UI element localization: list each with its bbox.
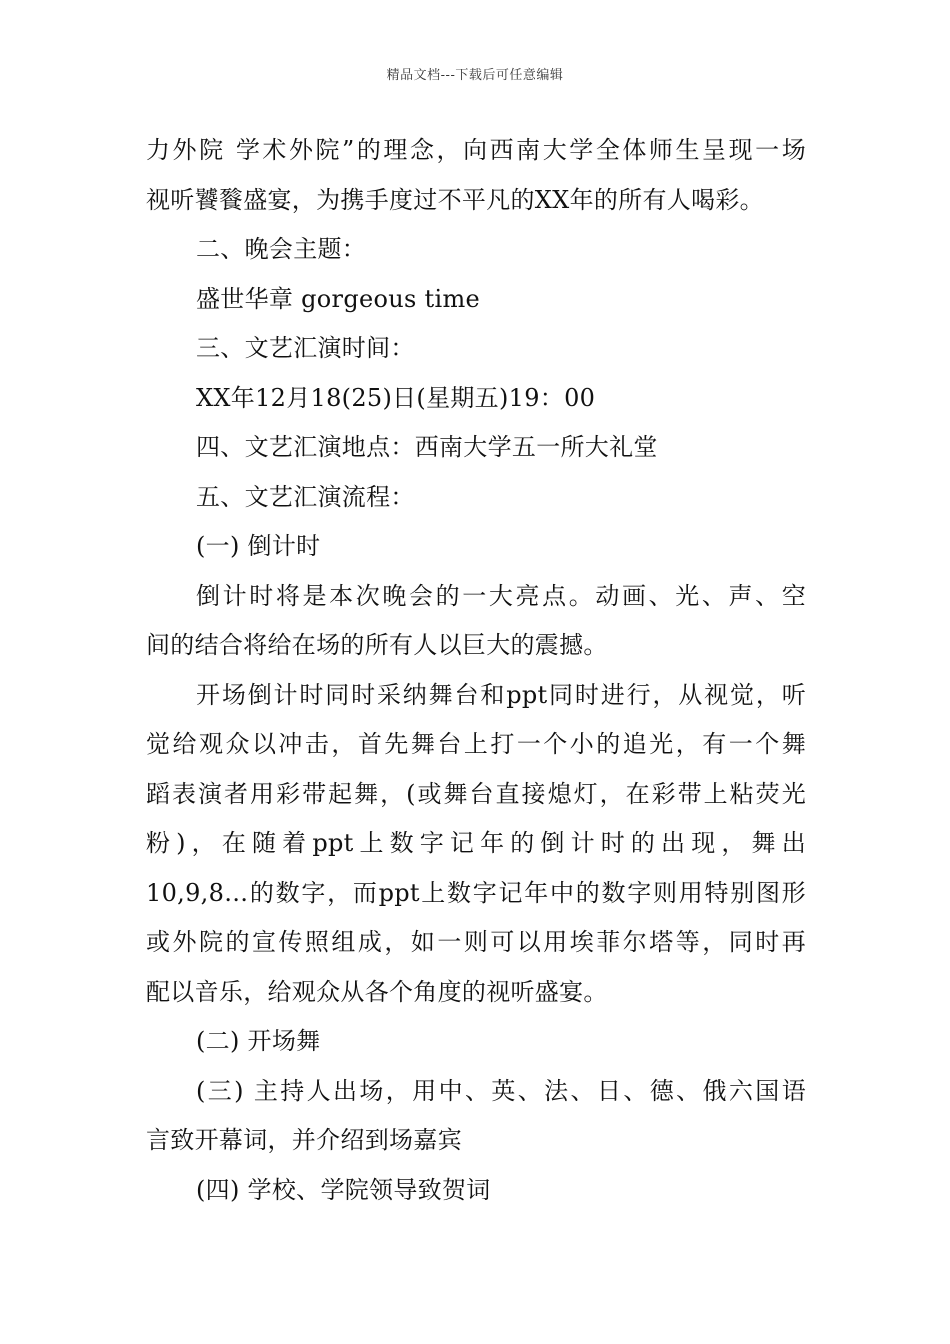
text-line: 倒计时将是本次晚会的一大亮点。动画、光、声、空 xyxy=(196,581,806,610)
text-line: 盛世华章 gorgeous time xyxy=(196,284,481,313)
text-line: 粉)，在随着ppt上数字记年的倒计时的出现，舞出 xyxy=(146,829,806,857)
flow-step-countdown xyxy=(146,522,806,572)
text-line: 10,9,8…的数字，而ppt上数字记年中的数字则用特别图形 xyxy=(146,878,806,907)
paragraph-intro xyxy=(146,126,806,225)
text-line: 蹈表演者用彩带起舞，(或舞台直接熄灯，在彩带上粘荧光 xyxy=(146,779,806,808)
paragraph-countdown-desc xyxy=(146,572,806,671)
text-line: 觉给观众以冲击，首先舞台上打一个小的追光，有一个舞 xyxy=(146,730,806,758)
section-heading-theme xyxy=(146,225,806,275)
text-line: 力外院 学术外院”的理念，向西南大学全体师生呈现一场 xyxy=(146,136,806,164)
text-line: 言致开幕词，并介绍到场嘉宾 xyxy=(146,1126,462,1154)
flow-step-opening-dance xyxy=(146,1017,806,1067)
page-header: 精品文档---下载后可任意编辑 xyxy=(386,68,564,83)
text-line: 三、文艺汇演时间： xyxy=(196,334,415,362)
text-line: (一) 倒计时 xyxy=(196,532,321,560)
text-line: 四、文艺汇演地点：西南大学五一所大礼堂 xyxy=(196,433,658,461)
text-line: (二) 开场舞 xyxy=(196,1027,321,1055)
text-line: 视听饕餮盛宴，为携手度过不平凡的XX年的所有人喝彩。 xyxy=(146,185,764,214)
text-line: XX年12月18(25)日(星期五)19：00 xyxy=(196,383,596,412)
text-line: (三) 主持人出场，用中、英、法、日、德、俄六国语 xyxy=(196,1076,806,1105)
document-body xyxy=(146,126,806,1215)
time-value xyxy=(146,374,806,424)
flow-step-leaders-speech xyxy=(146,1166,806,1216)
paragraph-opening-desc xyxy=(146,671,806,1018)
text-line: (四) 学校、学院领导致贺词 xyxy=(196,1175,491,1204)
text-line: 五、文艺汇演流程： xyxy=(196,482,415,511)
section-heading-venue xyxy=(146,423,806,473)
flow-step-host xyxy=(146,1067,806,1166)
text-line: 或外院的宣传照组成，如一则可以用埃菲尔塔等，同时再 xyxy=(146,928,806,956)
text-line: 开场倒计时同时采纳舞台和ppt同时进行，从视觉，听 xyxy=(196,680,806,709)
section-heading-flow xyxy=(146,473,806,523)
text-line: 配以音乐，给观众从各个角度的视听盛宴。 xyxy=(146,977,608,1006)
text-line: 二、晚会主题： xyxy=(196,235,367,263)
section-heading-time xyxy=(146,324,806,374)
text-line: 间的结合将给在场的所有人以巨大的震撼。 xyxy=(146,631,608,659)
theme-value xyxy=(146,275,806,325)
